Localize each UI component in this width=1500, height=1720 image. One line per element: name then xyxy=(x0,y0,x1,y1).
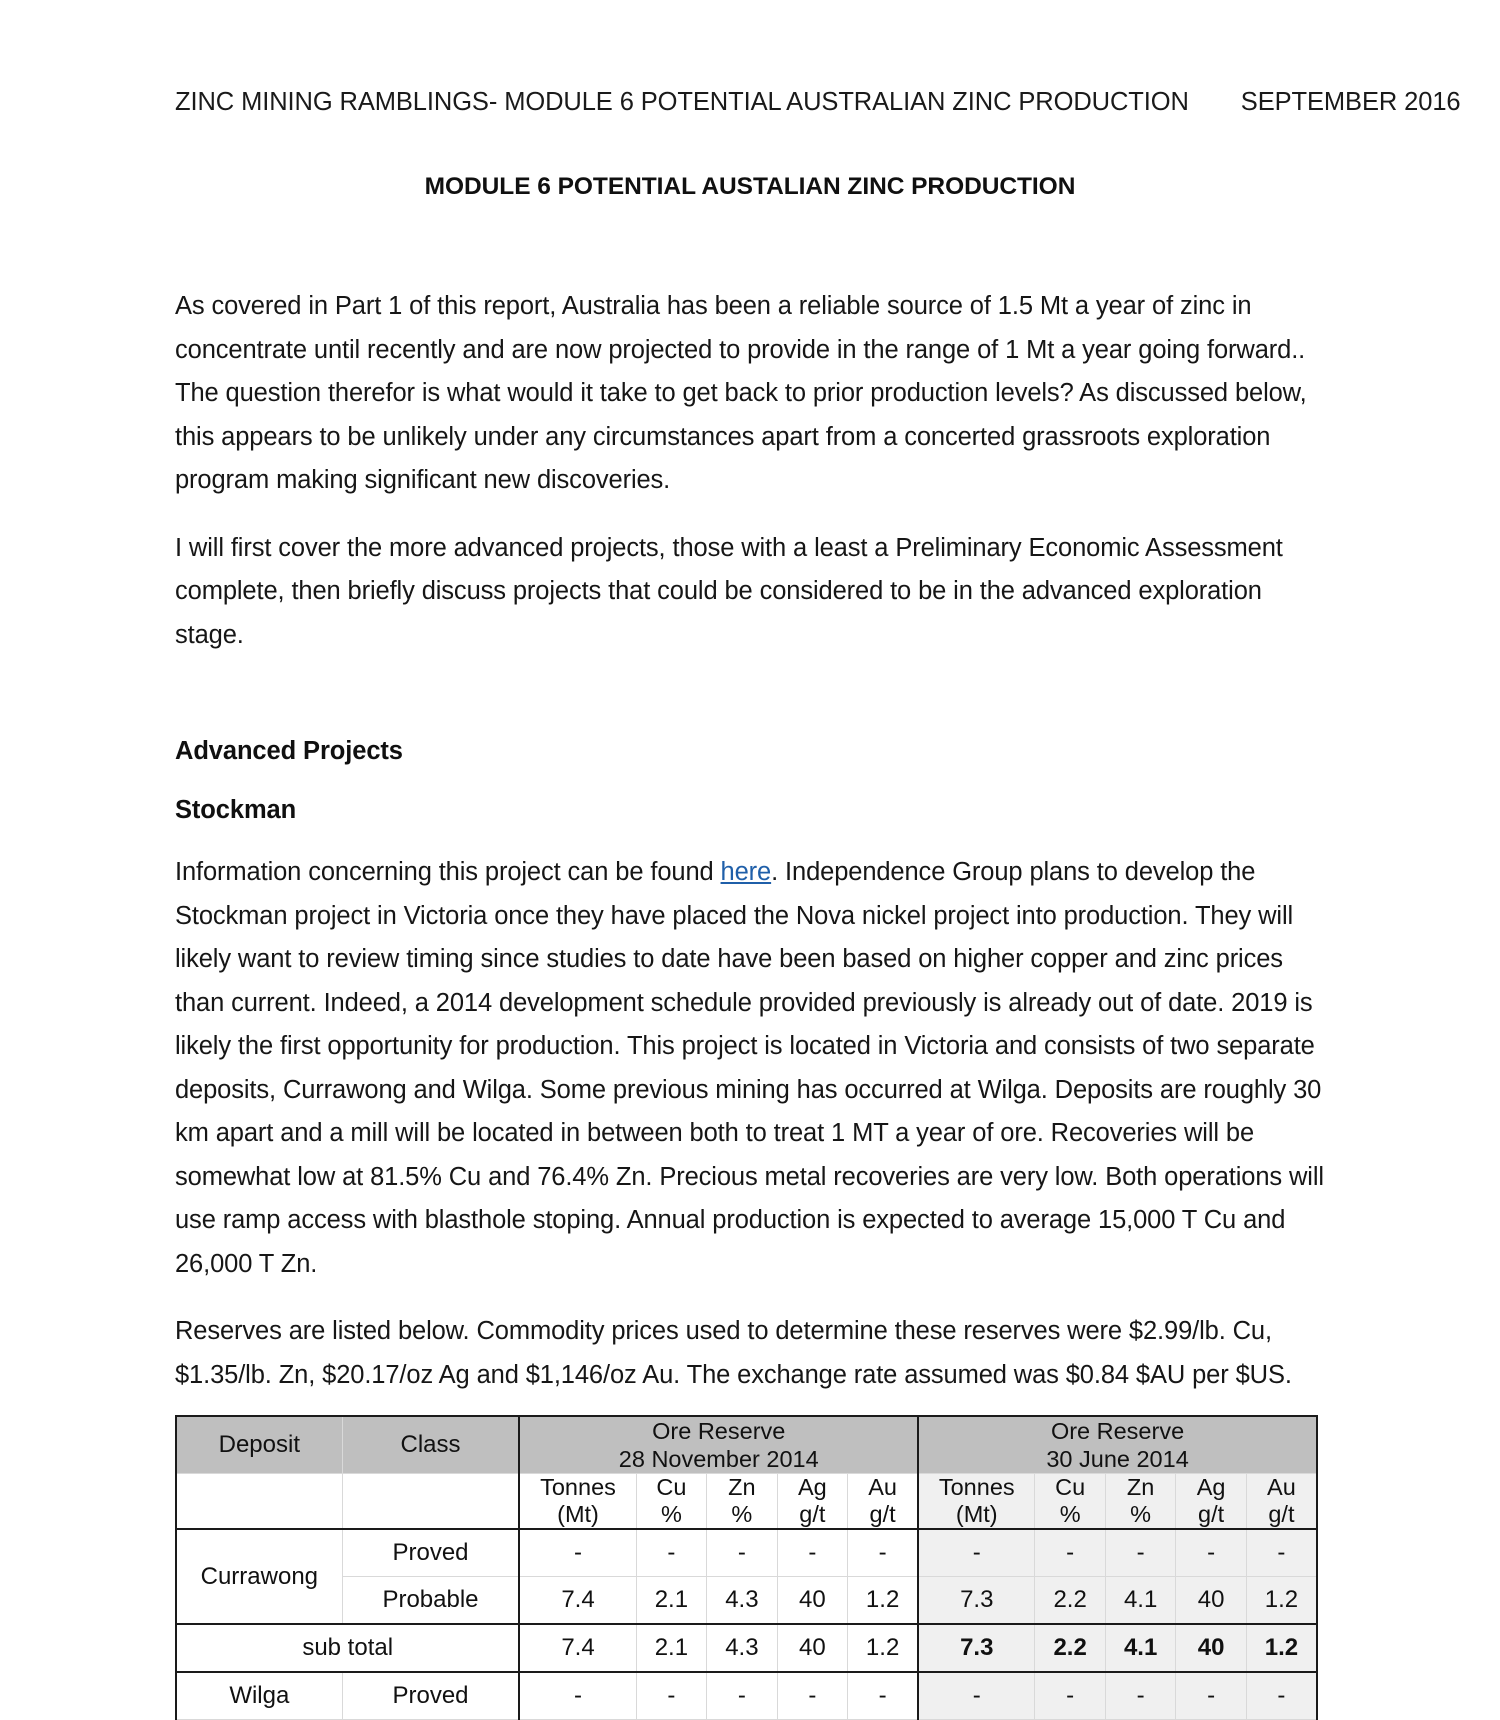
cell-right-cu: - xyxy=(1035,1529,1105,1577)
unit-header-right-cu-name: Cu xyxy=(1055,1474,1086,1500)
scope-paragraph: I will first cover the more advanced projects, those with a least a Preliminary Economic Assessment complete, then briefly discuss projects that could be considered to be in the advanced exploration stage. xyxy=(175,533,1283,649)
page-title: MODULE 6 POTENTIAL AUSTALIAN ZINC PRODUCTION xyxy=(424,173,1076,200)
subtotal-left-cu: 2.1 xyxy=(636,1624,706,1672)
cell-right-tonnes: - xyxy=(918,1672,1035,1720)
unit-header-left-cu-unit: % xyxy=(660,1501,682,1527)
cell-left-cu: - xyxy=(636,1672,706,1720)
unit-header-right-au-unit: g/t xyxy=(1268,1501,1295,1527)
stockman-paragraph xyxy=(175,851,1325,1286)
stockman-text-before-link: Information concerning this project can be found xyxy=(175,858,721,886)
cell-right-zn: 4.1 xyxy=(1105,1577,1175,1625)
cell-left-cu: 2.1 xyxy=(636,1577,706,1625)
unit-header-left-ag xyxy=(777,1474,847,1530)
cell-right-tonnes: 7.3 xyxy=(918,1577,1035,1625)
row-class-probable: Probable xyxy=(342,1577,519,1625)
unit-header-left-ag-unit: g/t xyxy=(799,1501,826,1527)
cell-right-tonnes: - xyxy=(918,1529,1035,1577)
table-row xyxy=(176,1577,1317,1625)
column-header-class: Class xyxy=(342,1416,519,1474)
cell-left-tonnes: - xyxy=(519,1672,636,1720)
unit-header-spacer-class xyxy=(342,1474,519,1530)
document-body xyxy=(175,285,1325,1397)
subtotal-left-zn: 4.3 xyxy=(707,1624,777,1672)
table-unit-header-row xyxy=(176,1474,1317,1530)
running-header xyxy=(175,0,1461,117)
cell-left-tonnes: 7.4 xyxy=(519,1577,636,1625)
stockman-text-after-link: . Independence Group plans to develop the Stockman project in Victoria once they have placed the Nova nickel project into production. They will likely want to review timing since studies to date have been based on higher copper and zinc prices than current. Indeed, a 2014 development schedule provided previously is already out of date. 2019 is likely the first opportunity for production. This project is located in Victoria and consists of two separate deposits, Currawong and Wilga. Some previous mining has occurred at Wilga. Deposits are roughly 30 km apart and a mill will be located in between both to treat 1 MT a year of ore. Recoveries will be somewhat low at 81.5% Cu and 76.4% Zn. Precious metal recoveries are very low. Both operations will use ramp access with blasthole stoping. Annual production is expected to average 15,000 T Cu and 26,000 T Zn. xyxy=(175,858,1324,1278)
cell-left-au: 1.2 xyxy=(848,1577,919,1625)
column-header-deposit: Deposit xyxy=(176,1416,342,1474)
group-header-nov-2014-line2: 28 November 2014 xyxy=(618,1446,819,1472)
unit-header-left-cu-name: Cu xyxy=(656,1474,687,1500)
cell-right-au: - xyxy=(1246,1529,1317,1577)
row-class-proved: Proved xyxy=(342,1672,519,1720)
table-subtotal-row xyxy=(176,1624,1317,1672)
unit-header-left-tonnes xyxy=(519,1474,636,1530)
unit-header-left-au-unit: g/t xyxy=(869,1501,896,1527)
unit-header-left-zn xyxy=(707,1474,777,1530)
cell-left-zn: - xyxy=(707,1529,777,1577)
section-spacer xyxy=(175,681,1325,737)
ore-reserve-table-wrapper xyxy=(175,1415,1325,1720)
intro-paragraph: As covered in Part 1 of this report, Australia has been a reliable source of 1.5 Mt a year of zinc in concentrate until recently and are now projected to provide in the range of 1 Mt a year going forward.. The question therefor is what would it take to get back to prior production levels? As discussed below, this appears to be unlikely under any circumstances apart from a concerted grassroots exploration program making significant new discoveries. xyxy=(175,292,1307,494)
group-header-jun-2014-line2: 30 June 2014 xyxy=(1046,1446,1189,1472)
unit-header-left-tonnes-name: Tonnes xyxy=(540,1474,616,1500)
row-class-proved: Proved xyxy=(342,1529,519,1577)
group-header-nov-2014-line1: Ore Reserve xyxy=(652,1418,786,1444)
unit-header-right-ag-unit: g/t xyxy=(1198,1501,1225,1527)
unit-header-left-au xyxy=(848,1474,919,1530)
cell-right-ag: - xyxy=(1176,1672,1246,1720)
cell-left-ag: - xyxy=(777,1672,847,1720)
reserves-intro-paragraph: Reserves are listed below. Commodity prices used to determine these reserves were $2.99/lb. Cu, $1.35/lb. Zn, $20.17/oz Ag and $1,146/oz Au. The exchange rate assumed was $0.84 $AU per $US. xyxy=(175,1317,1292,1389)
section-heading-advanced-projects: Advanced Projects xyxy=(175,737,403,765)
unit-header-right-ag-name: Ag xyxy=(1196,1474,1226,1500)
here-link[interactable]: here xyxy=(720,858,772,886)
subtotal-left-ag: 40 xyxy=(777,1624,847,1672)
unit-header-right-au-name: Au xyxy=(1267,1474,1296,1500)
cell-left-ag: - xyxy=(777,1529,847,1577)
unit-header-spacer-deposit xyxy=(176,1474,342,1530)
table-row xyxy=(176,1529,1317,1577)
cell-right-au: - xyxy=(1246,1672,1317,1720)
running-header-date: SEPTEMBER 2016 xyxy=(1240,88,1461,116)
ore-reserve-table xyxy=(175,1415,1318,1720)
unit-header-right-tonnes-unit: (Mt) xyxy=(955,1501,998,1527)
subtotal-right-zn: 4.1 xyxy=(1105,1624,1175,1672)
unit-header-right-tonnes xyxy=(918,1474,1035,1530)
cell-left-cu: - xyxy=(636,1529,706,1577)
unit-header-left-tonnes-unit: (Mt) xyxy=(557,1501,599,1527)
unit-header-right-zn xyxy=(1105,1474,1175,1530)
subtotal-right-ag: 40 xyxy=(1176,1624,1246,1672)
cell-right-ag: 40 xyxy=(1176,1577,1246,1625)
subtotal-left-tonnes: 7.4 xyxy=(519,1624,636,1672)
running-header-title: ZINC MINING RAMBLINGS- MODULE 6 POTENTIAL AUSTRALIAN ZINC PRODUCTION xyxy=(175,88,1189,116)
row-deposit-currawong: Currawong xyxy=(176,1529,342,1624)
row-deposit-wilga: Wilga xyxy=(176,1672,342,1720)
subtotal-right-tonnes: 7.3 xyxy=(918,1624,1035,1672)
cell-left-zn: - xyxy=(707,1672,777,1720)
cell-left-au: - xyxy=(848,1529,919,1577)
unit-header-right-zn-unit: % xyxy=(1130,1501,1152,1527)
cell-left-zn: 4.3 xyxy=(707,1577,777,1625)
subtotal-right-au: 1.2 xyxy=(1246,1624,1317,1672)
unit-header-left-au-name: Au xyxy=(868,1474,897,1500)
cell-right-cu: - xyxy=(1035,1672,1105,1720)
unit-header-left-zn-unit: % xyxy=(731,1501,753,1527)
cell-right-cu: 2.2 xyxy=(1035,1577,1105,1625)
cell-left-au: - xyxy=(848,1672,919,1720)
unit-header-right-au xyxy=(1246,1474,1317,1530)
cell-right-au: 1.2 xyxy=(1246,1577,1317,1625)
unit-header-right-cu-unit: % xyxy=(1059,1501,1081,1527)
unit-header-right-ag xyxy=(1176,1474,1246,1530)
cell-left-ag: 40 xyxy=(777,1577,847,1625)
cell-left-tonnes: - xyxy=(519,1529,636,1577)
cell-right-zn: - xyxy=(1105,1529,1175,1577)
unit-header-left-ag-name: Ag xyxy=(797,1474,827,1500)
unit-header-left-zn-name: Zn xyxy=(728,1474,756,1500)
group-header-jun-2014-line1: Ore Reserve xyxy=(1050,1418,1185,1444)
sub-heading-stockman: Stockman xyxy=(175,796,297,824)
group-header-jun-2014 xyxy=(918,1416,1317,1474)
cell-right-ag: - xyxy=(1176,1529,1246,1577)
subtotal-right-cu: 2.2 xyxy=(1035,1624,1105,1672)
unit-header-right-tonnes-name: Tonnes xyxy=(938,1474,1015,1500)
cell-right-zn: - xyxy=(1105,1672,1175,1720)
unit-header-left-cu xyxy=(636,1474,706,1530)
subtotal-left-au: 1.2 xyxy=(848,1624,919,1672)
unit-header-right-zn-name: Zn xyxy=(1126,1474,1155,1500)
unit-header-right-cu xyxy=(1035,1474,1105,1530)
subtotal-label: sub total xyxy=(176,1624,519,1672)
table-group-header-row xyxy=(176,1416,1317,1474)
group-header-nov-2014 xyxy=(519,1416,918,1474)
table-row xyxy=(176,1672,1317,1720)
